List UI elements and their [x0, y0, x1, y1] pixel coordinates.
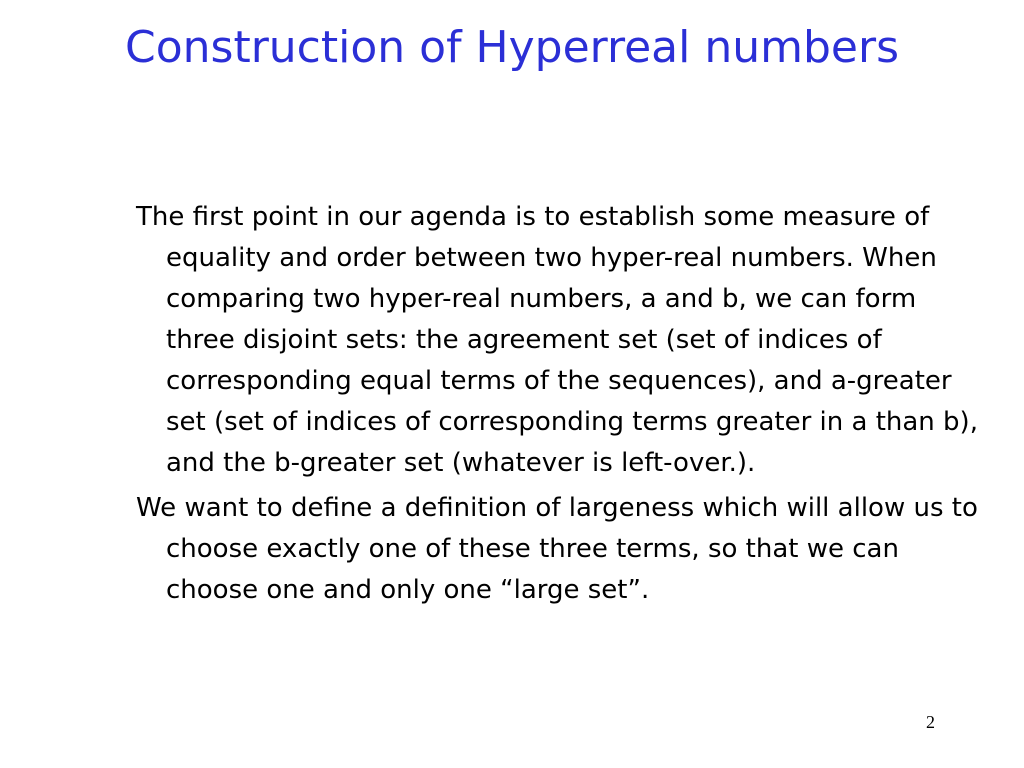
slide-body: [136, 197, 986, 615]
slide-title: Construction of Hyperreal numbers: [125, 22, 899, 73]
page-number: 2: [926, 712, 935, 732]
body-paragraph-2: We want to define a definition of largeness which will allow us to choose exactly one of these three terms, so that we can choose one and only one “large set”.: [136, 493, 978, 605]
body-paragraph-1: The first point in our agenda is to establish some measure of equality and order between two hyper-real numbers. When comparing two hyper-real numbers, a and b, we can form three disjoint sets: the agreement set (set of indices of corresponding equal terms of the sequences), and a-greater set (set of indices of corresponding terms greater in a than b), and the b-greater set (whatever is left-over.).: [136, 202, 978, 478]
